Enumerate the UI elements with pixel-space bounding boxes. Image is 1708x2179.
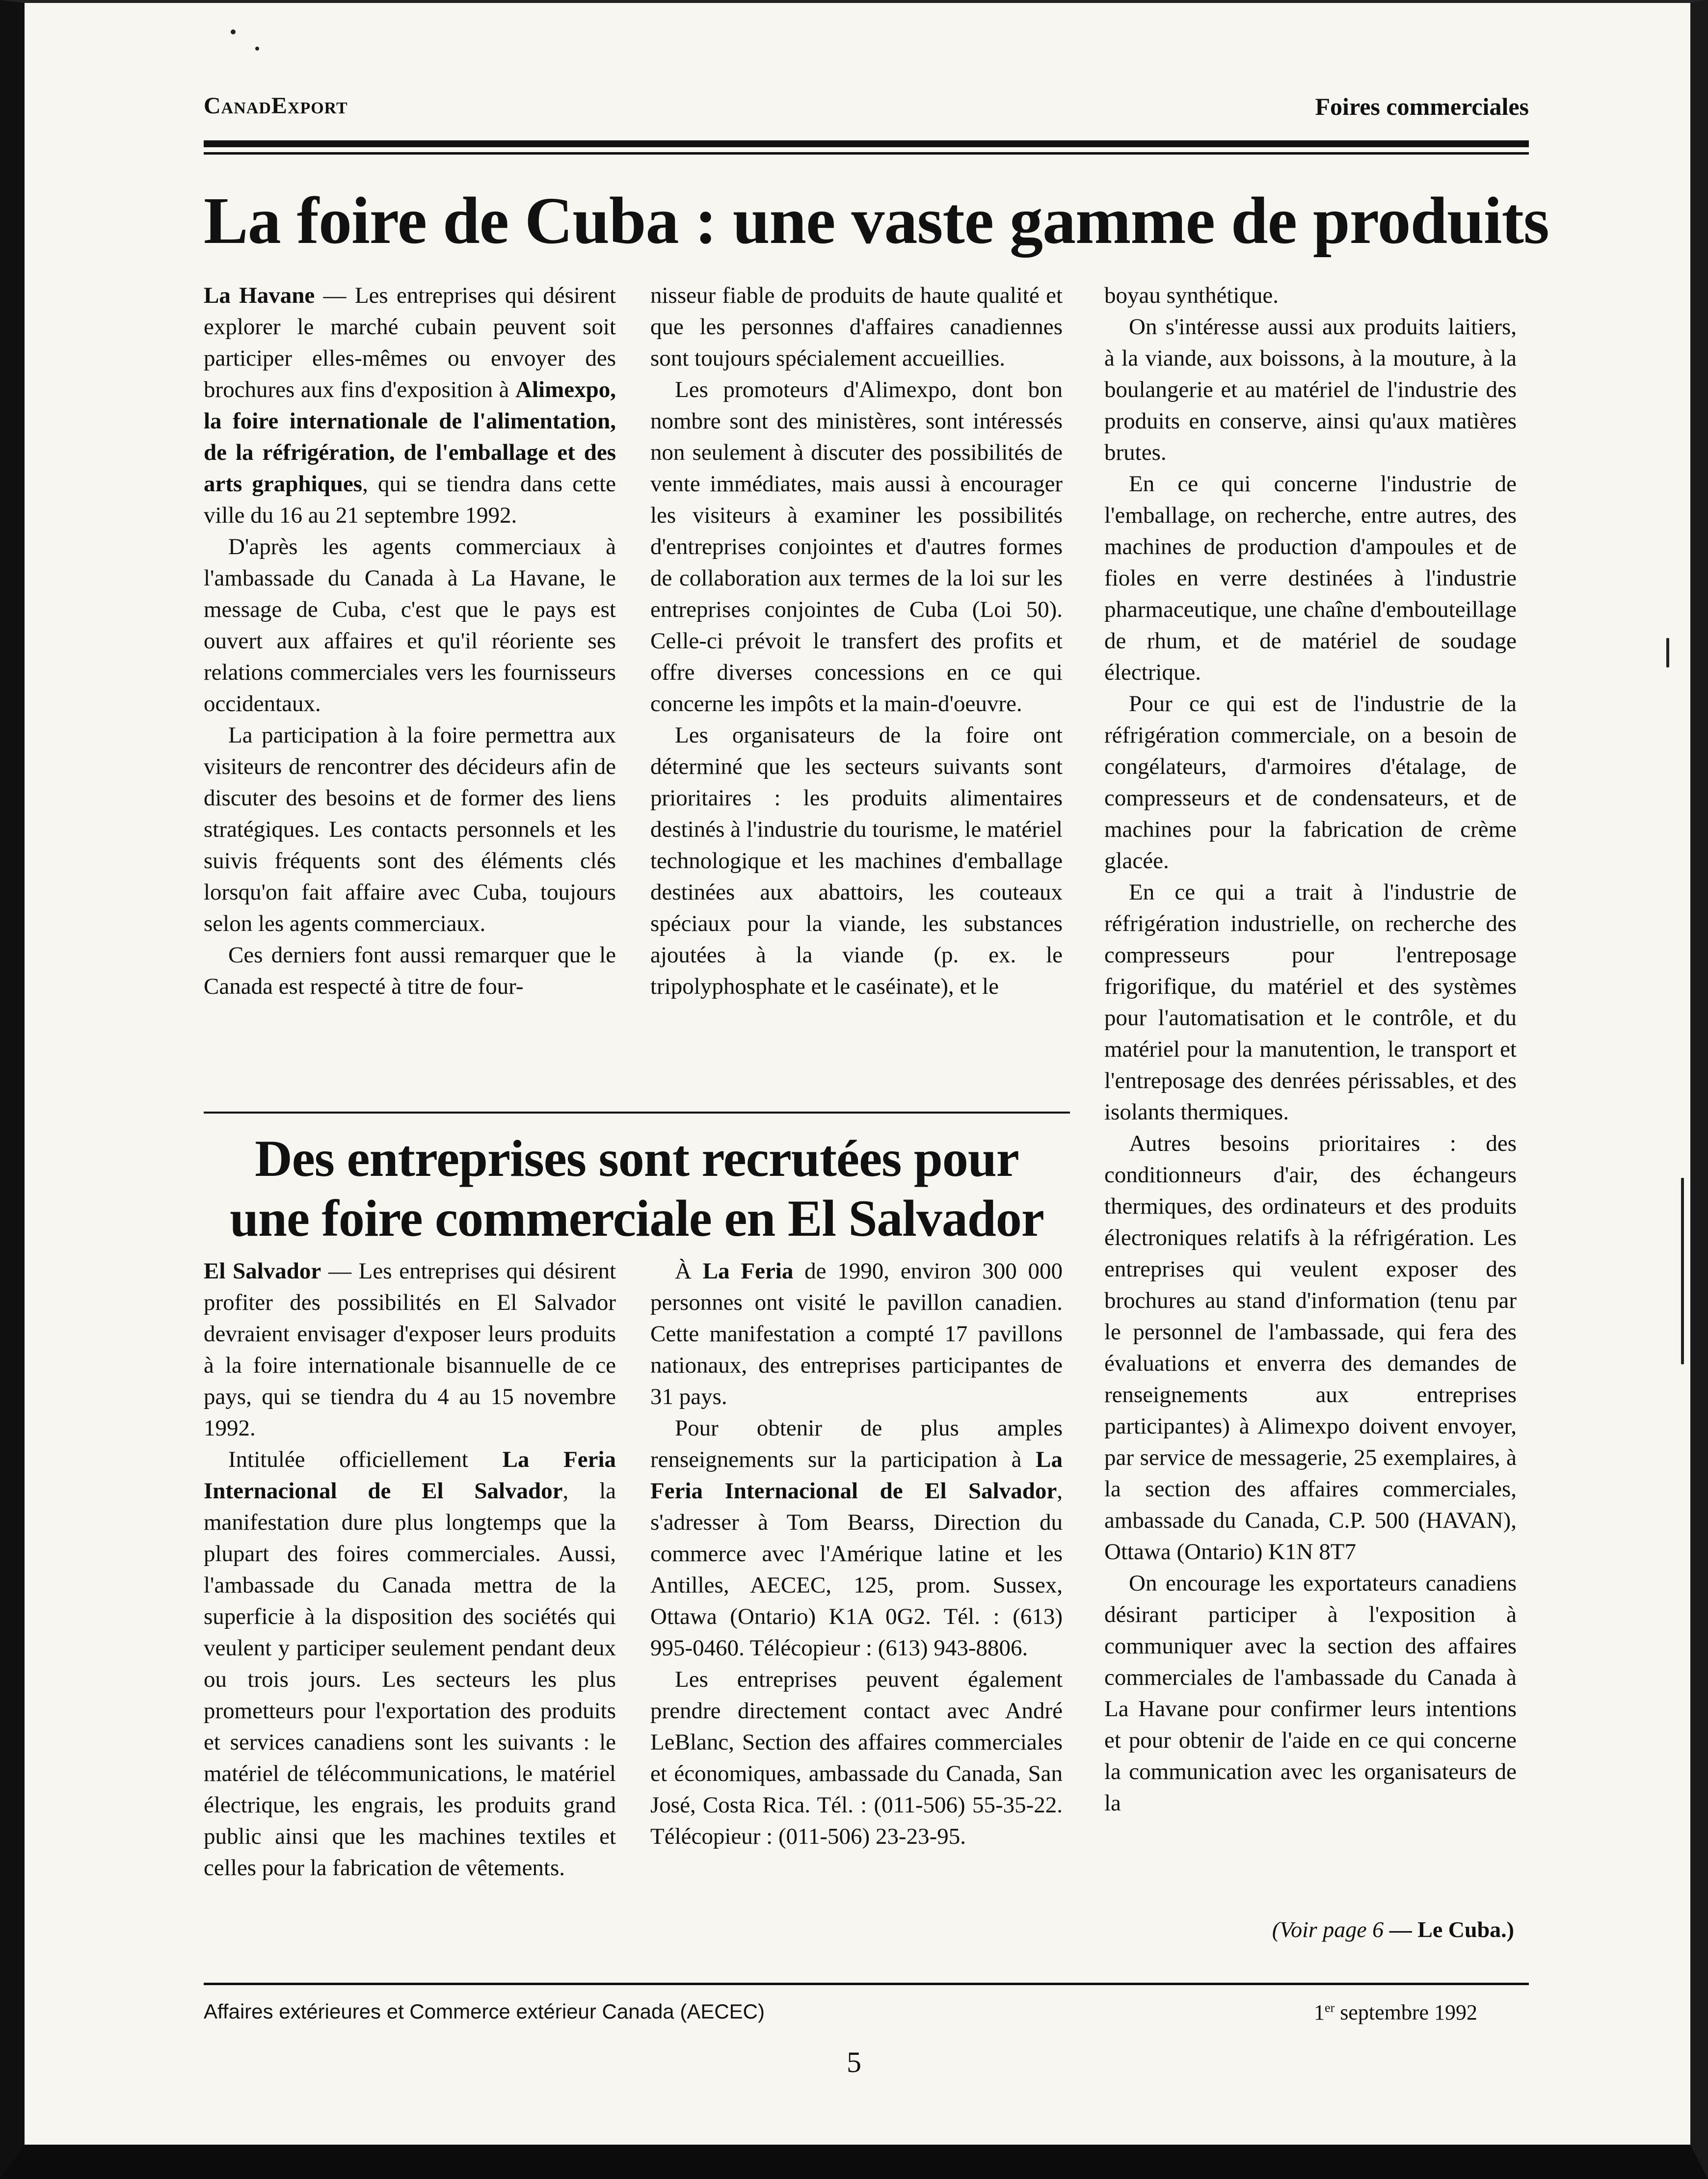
paragraph: En ce qui a trait à l'industrie de réfrigération industrielle, on recherche des compresseurs pour l'entreposage frigorifique, du matériel et des systèmes pour l'automatisation et le contrôle, et du matériel pour la manutention, le transport et l'entreposage des denrées périssables, et des isolants thermiques. [1104, 879, 1517, 1125]
paragraph [650, 1664, 1063, 1852]
article2-title-line-2: une foire commerciale en El Salvador [230, 1190, 1044, 1247]
scan-speck [255, 47, 259, 51]
article2-column-1 [204, 1255, 616, 1884]
paragraph: La participation à la foire permettra aux visiteurs de rencontrer des décideurs afin de discuter des besoins et de former des liens stratégiques. Les contacts personnels et les suivis fréquents sont des éléments clés lorsqu'on fait affaire avec Cuba, toujours selon les agents commerciaux. [204, 722, 616, 936]
paragraph [204, 280, 616, 531]
continued-reference [1272, 1916, 1514, 1942]
dateline: El Salvador [204, 1258, 321, 1284]
article1-title: La foire de Cuba : une vaste gamme de produits [204, 184, 1549, 258]
article2-column-2 [650, 1255, 1063, 1852]
paragraph-text: À [675, 1258, 703, 1284]
paragraph-text: , s'adresser à Tom Bearss, Direction du commerce avec l'Amérique latine et les Antilles, AECEC, 125, prom. Sussex, Ottawa (Ontario) K1A 0G2. Tél. : (613) 995-0460. Télécopieur : (613) 943-8806. [650, 1478, 1063, 1661]
page-header [204, 92, 1529, 132]
section-label: Foires commerciales [1315, 93, 1529, 120]
paragraph: Les organisateurs de la foire ont déterminé que les secteurs suivants sont prioritaires : les produits alimentaires destinés à l'industrie du tourisme, le matériel technologique et les machines d'emballage destinées aux abattoirs, les couteaux spéciaux pour la viande, les substances ajoutées à la viande (p. ex. le tripolyphosphate et le caséinate), et le [650, 722, 1063, 999]
paragraph-text: Intitulée officiellement [228, 1447, 503, 1472]
fair-name: Alimexpo, la foire internationale de l'alimentation, de la réfrigération, de l'emballage et des arts graphiques [204, 377, 616, 497]
article2-title-line-1: Des entreprises sont recrutées pour [255, 1130, 1019, 1187]
paragraph: Les promoteurs d'Alimexpo, dont bon nombre sont des ministères, sont intéressés non seulement à discuter des possibilités de vente immédiates, mais aussi à encourager les visiteurs à examiner les possibilités d'entreprises conjointes et d'autres formes de collaboration aux termes de la loi sur les entreprises conjointes de Cuba (Loi 50). Celle-ci prévoit le transfert des profits et offre diverses concessions en ce qui concerne les impôts et la main-d'oeuvre. [650, 377, 1063, 717]
header-rule-thin [204, 152, 1529, 155]
paragraph [204, 1255, 616, 1444]
publication-name: CanadExport [204, 93, 348, 119]
article1-column-1 [204, 280, 616, 1002]
paragraph-text: — Les entreprises qui désirent explorer le marché cubain peuvent soit participer elles-mêmes ou envoyer des brochures aux fins d'exposition à [204, 283, 616, 402]
article1-column-2 [650, 280, 1063, 1002]
date-ordinal: er [1324, 2000, 1335, 2015]
paragraph-text: — Les entreprises qui désirent profiter des possibilités en El Salvador devraient envisager d'exposer leurs produits à la foire internationale bisannuelle de ce pays, qui se tiendra du 4 au 15 novembre 1992. [204, 1258, 616, 1441]
article2-title [204, 1129, 1070, 1249]
issue-date [1314, 2000, 1477, 2025]
paragraph: On encourage les exportateurs canadiens désirant participer à l'exposition à communiquer avec la section des affaires commerciales de l'ambassade du Canada à La Havane pour confirmer leurs intentions et pour obtenir de l'aide en ce qui concerne la communication avec les organisateurs de la [1104, 1570, 1517, 1816]
paragraph-text: , qui se tiendra dans cette ville du 16 au 21 septembre 1992. [204, 471, 616, 528]
continued-bold: — Le Cuba.) [1384, 1917, 1514, 1942]
paragraph [650, 1412, 1063, 1664]
page-number: 5 [847, 2046, 861, 2078]
paragraph: Autres besoins prioritaires : des conditionneurs d'air, des échangeurs thermiques, des ordinateurs et des produits électroniques relatifs à la réfrigération. Les entreprises qui veulent exposer des brochures au stand d'information (tenu par le personnel de l'ambassade, qui fera des évaluations et enverra des demandes de renseignements aux entreprises participantes) à Alimexpo doivent envoyer, par service de messagerie, 25 exemplaires, à la section des affaires commerciales, ambassade du Canada, C.P. 500 (HAVAN), Ottawa (Ontario) K1N 8T7 [1104, 1131, 1517, 1565]
scan-speck [1666, 638, 1669, 667]
paragraph: D'après les agents commerciaux à l'ambassade du Canada à La Havane, le message de Cuba, c'est que le pays est ouvert aux affaires et qu'il réoriente ses relations commerciales vers les fournisseurs occidentaux. [204, 534, 616, 717]
header-rule-thick [204, 140, 1529, 147]
date-month-year: septembre 1992 [1334, 2000, 1477, 2024]
continued-italic: (Voir page 6 [1272, 1917, 1384, 1942]
paragraph: nisseur fiable de produits de haute qualité et que les personnes d'affaires canadiennes sont toujours spécialement accueillies. [650, 283, 1063, 371]
paragraph [204, 1444, 616, 1884]
paragraph-text: Les entreprises peuvent également prendre directement contact avec André LeBlanc, Section des affaires commerciales et économiques, ambassade du Canada, San José, Costa Rica. Tél. : (011-506) 55-35-22. Télécopieur : (011-506) 23-23-95. [650, 1667, 1063, 1849]
fair-name: La Feria Internacional de El Salvador [650, 1447, 1063, 1504]
paragraph: En ce qui concerne l'industrie de l'emballage, on recherche, entre autres, des machines de production d'ampoules et de fioles en verre destinées à l'industrie pharmaceutique, une chaîne d'embouteillage de rhum, et de matériel de soudage électrique. [1104, 471, 1517, 685]
paragraph: boyau synthétique. [1104, 283, 1279, 308]
article1-column-3 [1104, 280, 1517, 1819]
paragraph [650, 1255, 1063, 1412]
paragraph: Ces derniers font aussi remarquer que le Canada est respecté à titre de four- [204, 942, 616, 999]
scan-speck [1681, 1178, 1684, 1364]
paragraph-text: , la manifestation dure plus longtemps que la plupart des foires commerciales. Aussi, l'ambassade du Canada mettra de la superficie à la disposition des sociétés qui veulent y participer seulement pendant deux ou trois jours. Les secteurs les plus prometteurs pour l'exportation des produits et services canadiens sont les suivants : le matériel de télécommunications, le matériel électrique, les engrais, les produits grand public ainsi que les machines textiles et celles pour la fabrication de vêtements. [204, 1478, 616, 1881]
date-day: 1 [1313, 2000, 1325, 2024]
paragraph-text: de 1990, environ 300 000 personnes ont visité le pavillon canadien. Cette manifestation a compté 17 pavillons nationaux, des entreprises participantes de 31 pays. [650, 1258, 1063, 1409]
fair-name: La Feria Internacional de El Salvador [204, 1447, 616, 1504]
publisher-credit: Affaires extérieures et Commerce extérieur Canada (AECEC) [204, 2000, 765, 2023]
scan-speck [231, 29, 236, 34]
paragraph: On s'intéresse aussi aux produits laitiers, à la viande, aux boissons, à la mouture, à la boulangerie et au matériel de l'industrie des produits en conserve, ainsi qu'aux matières brutes. [1104, 314, 1517, 465]
footer-rule [204, 1983, 1529, 1985]
paragraph-text: Pour obtenir de plus amples renseignements sur la participation à [650, 1415, 1063, 1472]
fair-name: La Feria [702, 1258, 794, 1284]
dateline: La Havane [204, 283, 315, 308]
paragraph: Pour ce qui est de l'industrie de la réfrigération commerciale, on a besoin de congélateurs, d'armoires d'étalage, de compresseurs et de condensateurs, et de machines pour la fabrication de crème glacée. [1104, 691, 1517, 874]
article-divider [204, 1112, 1070, 1114]
